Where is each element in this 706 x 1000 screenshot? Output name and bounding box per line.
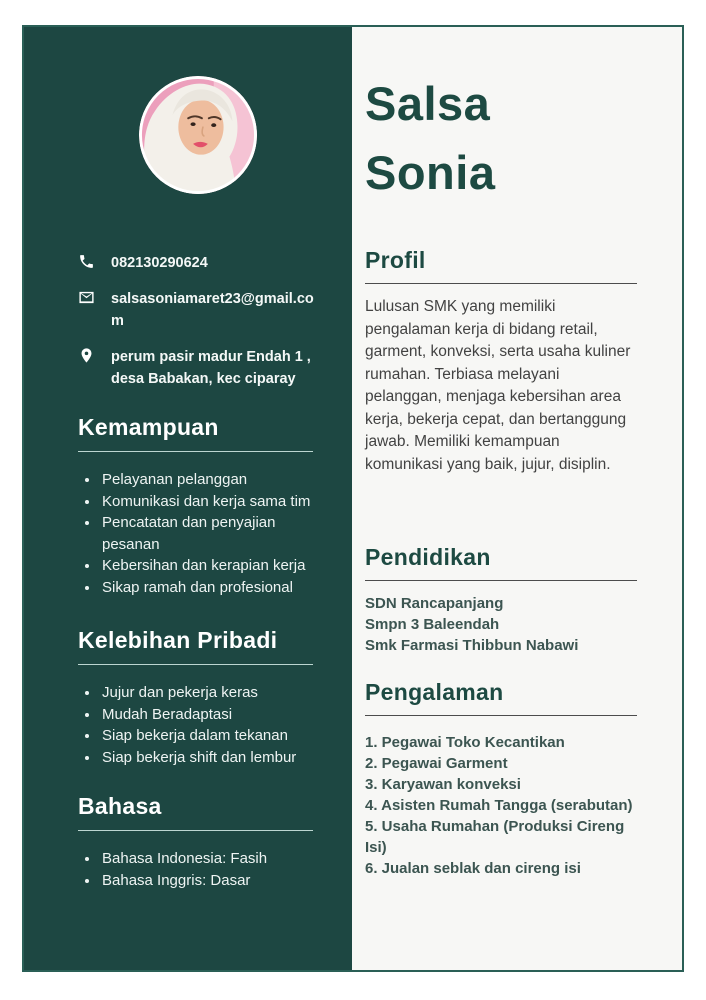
contact-address-row	[78, 346, 318, 390]
divider	[365, 283, 637, 284]
address-line1: perum pasir madur Endah 1 ,	[111, 349, 311, 365]
contact-phone-row	[78, 252, 318, 274]
kemampuan-list	[100, 469, 318, 598]
section-title-kemampuan: Kemampuan	[78, 414, 219, 440]
divider	[78, 830, 313, 831]
person-name-line2: Sonia	[365, 146, 496, 199]
list-item: 1. Pegawai Toko Kecantikan	[365, 734, 565, 751]
person-name-line1: Salsa	[365, 77, 491, 130]
section-kemampuan	[78, 414, 318, 598]
list-item: • Bahasa Indonesia: Fasih	[100, 848, 318, 870]
section-bahasa	[78, 793, 318, 891]
divider	[78, 664, 313, 665]
profile-photo	[139, 76, 257, 194]
person-name	[365, 69, 637, 207]
contact-email-row	[78, 288, 318, 332]
list-item: SDN Rancapanjang	[365, 595, 504, 612]
section-title-kelebihan-pribadi: Kelebihan Pribadi	[78, 627, 278, 653]
section-kelebihan-pribadi	[78, 627, 318, 768]
divider	[365, 715, 637, 716]
section-title-pendidikan: Pendidikan	[365, 544, 491, 570]
list-item: • Sikap ramah dan profesional	[100, 577, 318, 599]
list-item: • Pelayanan pelanggan	[100, 469, 318, 491]
list-item: 2. Pegawai Garment	[365, 755, 508, 772]
phone-icon	[78, 253, 98, 270]
section-pendidikan	[365, 544, 637, 656]
divider	[365, 580, 637, 581]
address-text	[111, 346, 311, 390]
list-item: 3. Karyawan konveksi	[365, 776, 521, 793]
sidebar	[24, 27, 352, 970]
section-pengalaman	[365, 679, 637, 879]
section-profil	[365, 247, 637, 476]
divider	[78, 451, 313, 452]
section-title-profil: Profil	[365, 247, 426, 273]
list-item: • Jujur dan pekerja keras	[100, 682, 318, 704]
location-pin-icon	[78, 347, 98, 364]
bahasa-list	[100, 848, 318, 891]
list-item: • Komunikasi dan kerja sama tim	[100, 491, 318, 513]
list-item: • Bahasa Inggris: Dasar	[100, 870, 318, 892]
list-item: 5. Usaha Rumahan (Produksi Cireng Isi)	[365, 818, 625, 856]
list-item: 4. Asisten Rumah Tangga (serabutan)	[365, 797, 633, 814]
address-line2: desa Babakan, kec ciparay	[111, 371, 296, 387]
list-item: • Mudah Beradaptasi	[100, 704, 318, 726]
list-item: Smpn 3 Baleendah	[365, 616, 500, 633]
pendidikan-list	[365, 593, 637, 656]
list-item: 6. Jualan seblak dan cireng isi	[365, 860, 581, 877]
pengalaman-list	[365, 732, 637, 879]
phone-number: 082130290624	[111, 255, 208, 271]
list-item: • Kebersihan dan kerapian kerja	[100, 555, 318, 577]
list-item: • Siap bekerja shift dan lembur	[100, 747, 318, 769]
profil-paragraph: Lulusan SMK yang memiliki pengalaman kerja di bidang retail, garment, konveksi, serta usaha kuliner rumahan. Terbiasa melayani pelanggan, menjaga kebersihan area kerja, bekerja cepat, dan bertanggung jawab. Memiliki kemampuan komunikasi yang baik, jujur, disiplin.	[365, 298, 631, 473]
section-title-pengalaman: Pengalaman	[365, 679, 504, 705]
list-item: Smk Farmasi Thibbun Nabawi	[365, 637, 579, 654]
cv-card	[22, 25, 684, 972]
list-item: • Siap bekerja dalam tekanan	[100, 725, 318, 747]
main-panel	[352, 27, 682, 970]
kelebihan-list	[100, 682, 318, 768]
list-item: • Pencatatan dan penyajian pesanan	[100, 512, 318, 555]
section-title-bahasa: Bahasa	[78, 793, 162, 819]
envelope-icon	[78, 289, 98, 306]
email-address: salsasoniamaret23@gmail.com	[111, 291, 314, 329]
profile-photo-illustration	[139, 76, 257, 194]
contact-block	[78, 252, 318, 390]
